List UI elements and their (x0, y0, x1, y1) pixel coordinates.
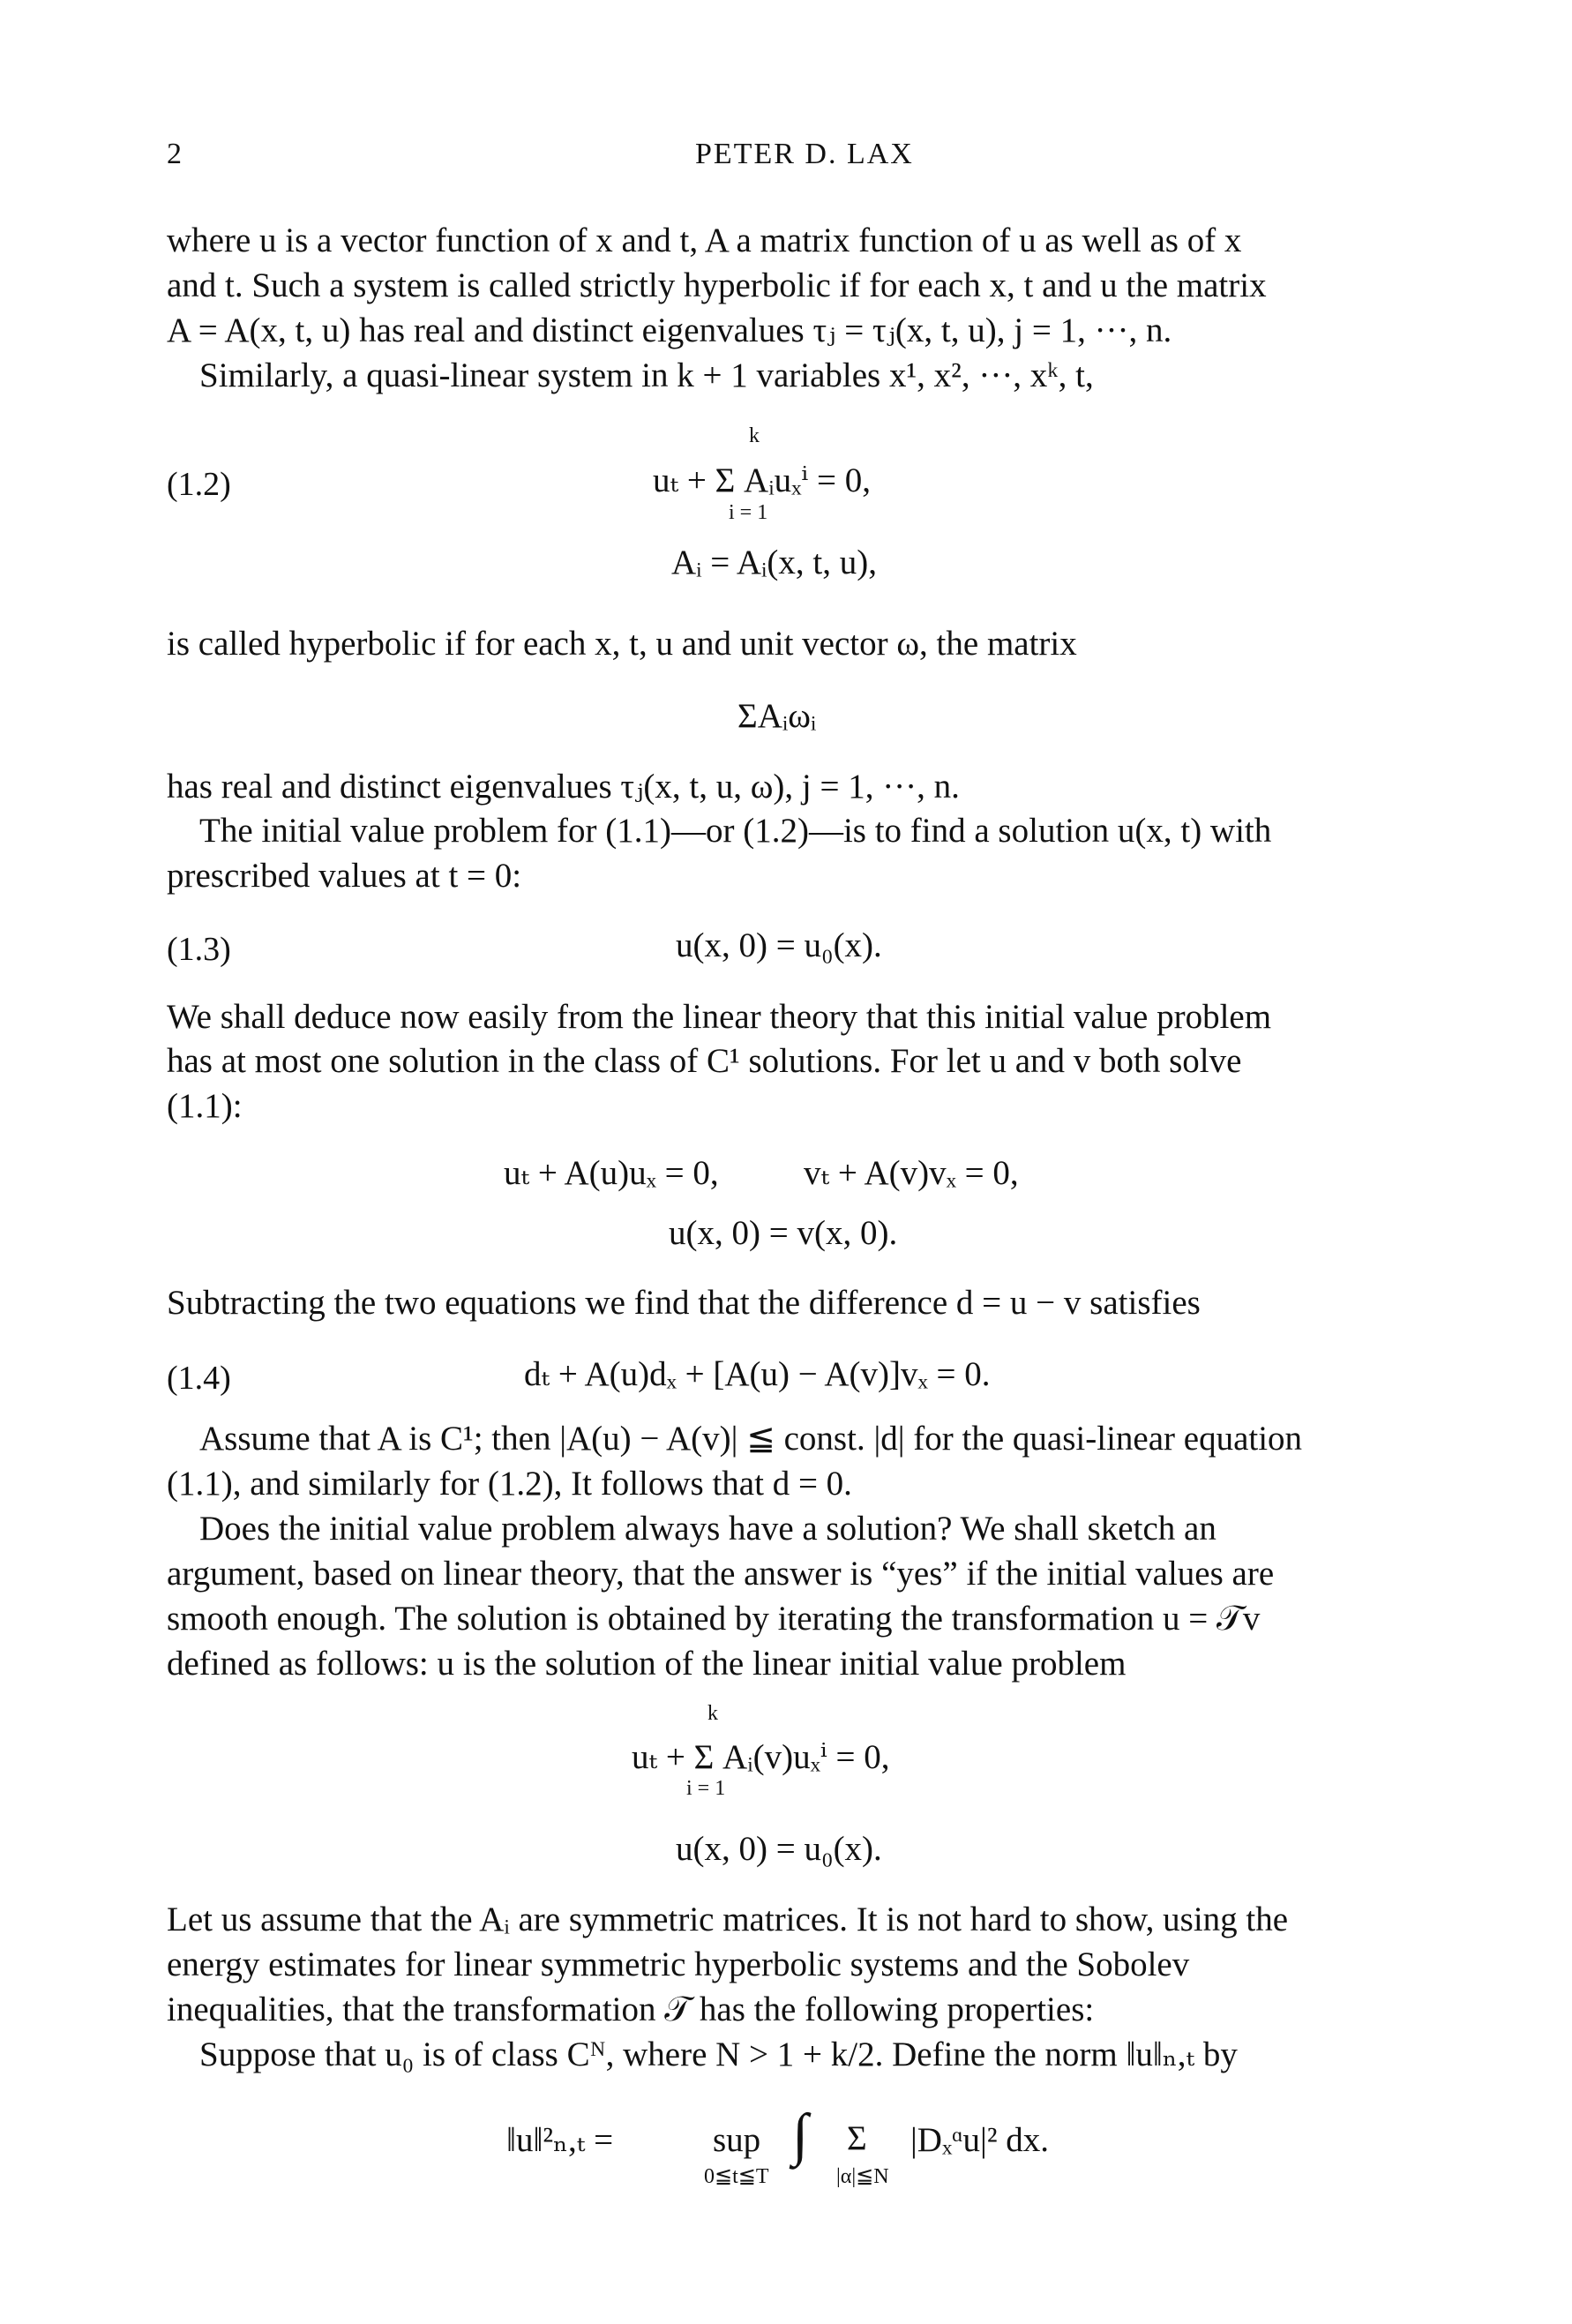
para3-line3: (1.1): (167, 1087, 243, 1125)
para1-line1: where u is a vector function of x and t, A a matrix function of u as well as of x (167, 221, 1242, 259)
page-number: 2 (167, 138, 183, 170)
para4-line1: Subtracting the two equations we find that the difference d = u − v satisfies (167, 1284, 1201, 1322)
para6-line3: smooth enough. The solution is obtained by iterating the transformation u = 𝒯v (167, 1600, 1261, 1638)
para5-line1: Assume that A is C¹; then |A(u) − A(v)| ≦ const. |d| for the quasi-linear equation (199, 1420, 1303, 1458)
eq-iter-sum-upper: k (707, 1702, 718, 1725)
eq-uniq-u: uₜ + A(u)uₓ = 0, (504, 1154, 719, 1192)
eq-iter-sum-lower: i = 1 (686, 1777, 726, 1800)
eq-iter-line2: u(x, 0) = u₀(x). (676, 1830, 882, 1868)
para2-line2: has real and distinct eigenvalues τⱼ(x, t, u, ω), j = 1, ···, n. (167, 768, 960, 806)
eq-norm-sup: sup (713, 2121, 761, 2159)
eq-norm-sum-sub: |α|≦N (836, 2165, 889, 2188)
para5-line2: (1.1), and similarly for (1.2), It follows that d = 0. (167, 1465, 852, 1503)
eq-1-3-text: u(x, 0) = u₀(x). (676, 926, 882, 964)
para1-line2: and t. Such a system is called strictly hyperbolic if for each x, t and u the matrix (167, 266, 1267, 304)
eq-iter-line1: uₜ + Σ Aᵢ(v)uₓⁱ = 0, (632, 1738, 890, 1776)
integral-sign: ∫ (792, 2103, 809, 2167)
eq-1-2-line2: Aᵢ = Aᵢ(x, t, u), (671, 544, 877, 581)
eq-sum-matrix: ΣAᵢωᵢ (737, 697, 817, 735)
para7-line2: energy estimates for linear symmetric hyperbolic systems and the Sobolev (167, 1945, 1190, 1983)
eq-norm-integrand: |Dₓᵅu|² dx. (910, 2121, 1050, 2159)
para2-line4: prescribed values at t = 0: (167, 857, 522, 895)
para3-line2: has at most one solution in the class of C¹ solutions. For let u and v both solve (167, 1042, 1242, 1080)
eq-1-3-number: (1.3) (167, 931, 231, 968)
para2-line1: is called hyperbolic if for each x, t, u and unit vector ω, the matrix (167, 625, 1077, 663)
eq-1-2-number: (1.2) (167, 466, 231, 503)
para6-line4: defined as follows: u is the solution of the linear initial value problem (167, 1645, 1127, 1683)
para1-line3: A = A(x, t, u) has real and distinct eigenvalues τⱼ = τⱼ(x, t, u), j = 1, ···, n. (167, 311, 1172, 349)
eq-norm-sum: Σ (847, 2119, 867, 2157)
eq-1-2-line1: uₜ + Σ Aᵢuₓⁱ = 0, (653, 461, 872, 499)
eq-1-4-text: dₜ + A(u)dₓ + [A(u) − A(v)]vₓ = 0. (524, 1355, 991, 1393)
para7-line3: inequalities, that the transformation 𝒯 has the following properties: (167, 1990, 1095, 2028)
para3-line1: We shall deduce now easily from the linear theory that this initial value problem (167, 998, 1272, 1036)
eq-1-4-number: (1.4) (167, 1360, 231, 1397)
para6-line1: Does the initial value problem always have a solution? We shall sketch an (199, 1510, 1216, 1548)
para6-line2: argument, based on linear theory, that the answer is “yes” if the initial values are (167, 1555, 1275, 1593)
eq-norm-lhs: ‖u‖²ₙ,ₜ = (506, 2121, 614, 2159)
para7-line4: Suppose that u₀ is of class Cᴺ, where N > 1 + k/2. Define the norm ‖u‖ₙ,ₜ by (199, 2035, 1238, 2073)
running-title: PETER D. LAX (695, 138, 914, 170)
eq-norm-sup-sub: 0≦t≦T (704, 2165, 769, 2188)
eq-1-2-sum-lower: i = 1 (729, 501, 768, 524)
para7-line1: Let us assume that the Aᵢ are symmetric matrices. It is not hard to show, using the (167, 1900, 1289, 1938)
para1-line4: Similarly, a quasi-linear system in k + 1 variables x¹, x², ···, xᵏ, t, (199, 356, 1094, 394)
para2-line3: The initial value problem for (1.1)—or (1.2)—is to find a solution u(x, t) with (199, 812, 1272, 850)
eq-uniq-initial: u(x, 0) = v(x, 0). (669, 1214, 898, 1252)
eq-uniq-v: vₜ + A(v)vₓ = 0, (804, 1154, 1019, 1192)
eq-1-2-sum-upper: k (749, 424, 760, 447)
